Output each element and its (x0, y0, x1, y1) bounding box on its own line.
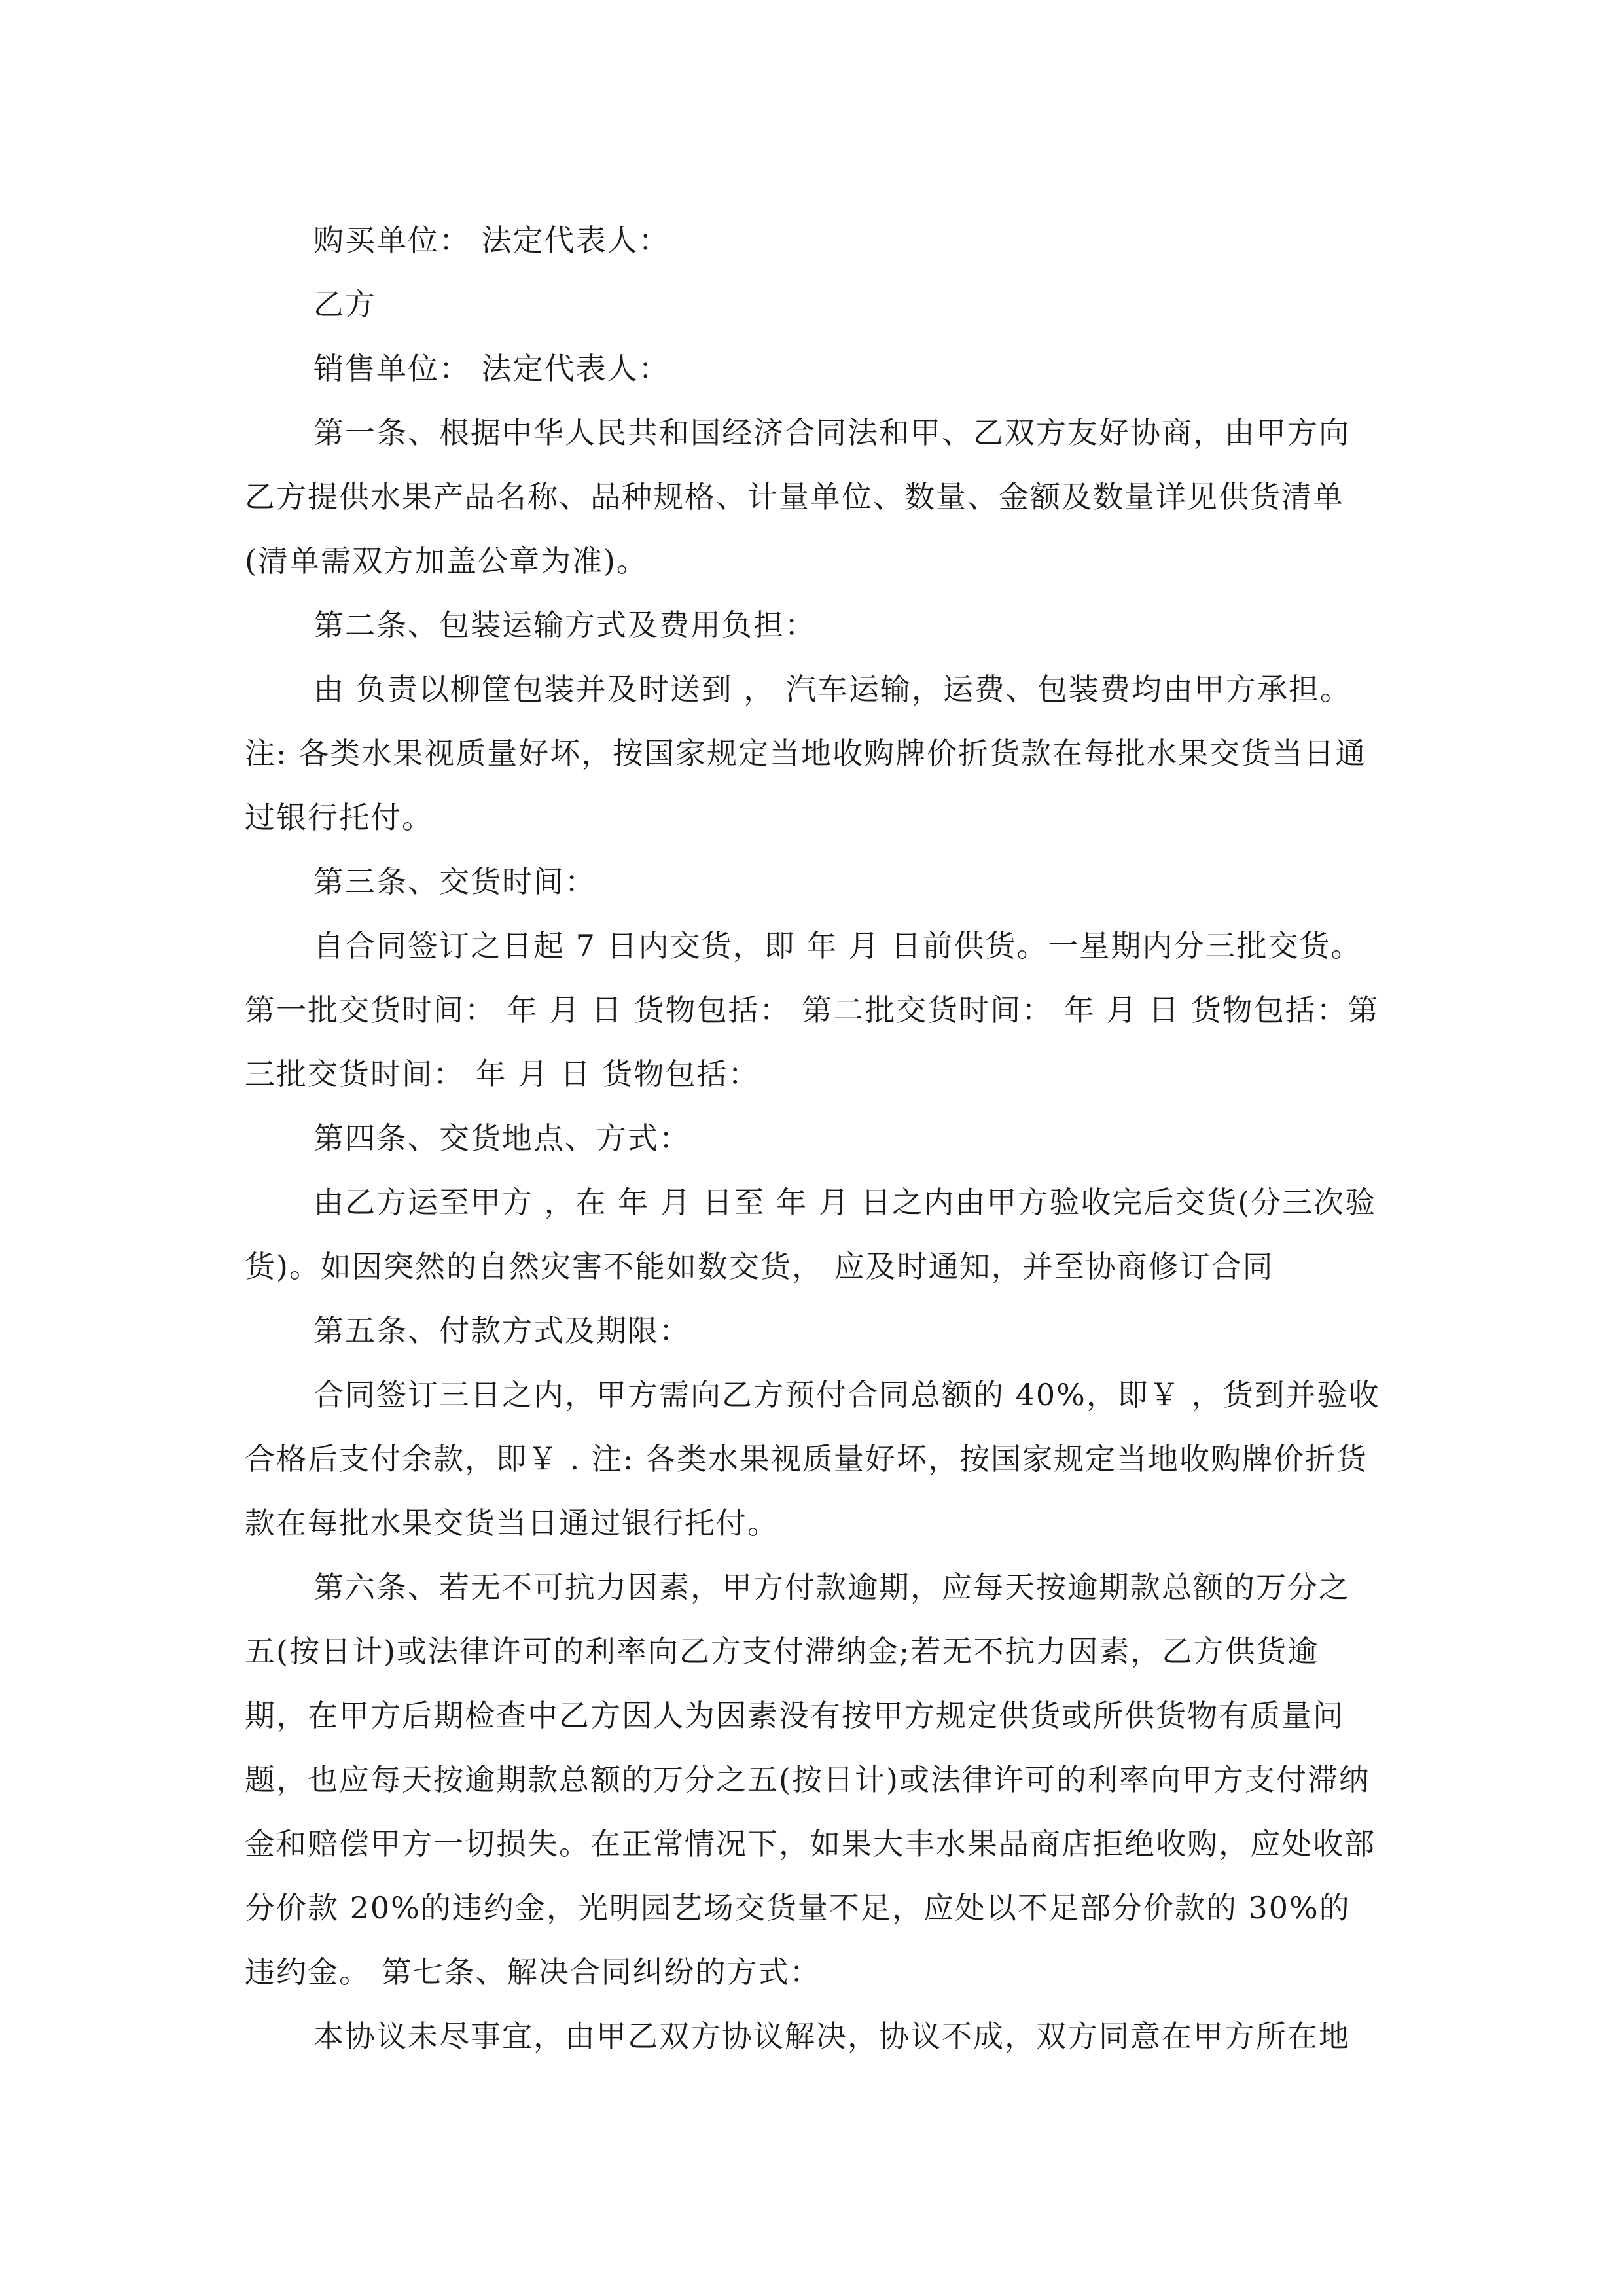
article-7-body: 本协议未尽事宜，由甲乙双方协议解决，协议不成，双方同意在甲方所在地 (313, 2018, 1350, 2054)
article-5-body: 合同签订三日之内，甲方需向乙方预付合同总额的 40%，即￥ ，货到并验收合格后支付余款，即￥ . 注: 各类水果视质量好坏，按国家规定当地收购牌价折货款在每批水果交货当日通过银行托付。 (245, 1377, 1380, 1541)
article-4-heading: 第四条、交货地点、方式： (313, 1121, 690, 1156)
article-4-body: 由乙方运至甲方 ，在 年 月 日至 年 月 日之内由甲方验收完后交货(分三次验货)。如因突然的自然灾害不能如数交货， 应及时通知，并至协商修订合同 (245, 1185, 1377, 1284)
buyer-line: 购买单位： 法定代表人： (313, 223, 670, 258)
article-6-body: 第六条、若无不可抗力因素，甲方付款逾期，应每天按逾期款总额的万分之五(按日计)或法律许可的利率向乙方支付滞纳金;若无不抗力因素，乙方供货逾期，在甲方后期检查中乙方因人为因素没有按甲方规定供货或所供货物有质量问题，也应每天按逾期款总额的万分之五(按日计)或法律许可的利率向甲方支付滞纳金和赔偿甲方一切损失。在正常情况下，如果大丰水果品商店拒绝收购，应处收部分价款 20%的违约金，光明园艺场交货量不足，应处以不足部分价款的 30%的违约金。 第七条、解决合同纠纷的方式： (245, 1570, 1376, 1990)
article-2-body: 由 负责以柳筐包装并及时送到 ， 汽车运输，运费、包装费均由甲方承担。注: 各类水果视质量好坏，按国家规定当地收购牌价折货款在每批水果交货当日通过银行托付。 (245, 672, 1367, 835)
party-b-heading: 乙方 (313, 287, 376, 322)
article-3-body: 自合同签订之日起 7 日内交货，即 年 月 日前供货。一星期内分三批交货。第一批交货时间： 年 月 日 货物包括： 第二批交货时间： 年 月 日 货物包括：第三批交货时间： 年 月 日 货物包括： (245, 928, 1380, 1092)
seller-line: 销售单位： 法定代表人： (313, 351, 670, 386)
article-2-heading: 第二条、包装运输方式及费用负担： (313, 607, 816, 643)
article-5-heading: 第五条、付款方式及期限： (313, 1313, 690, 1348)
article-1: 第一条、根据中华人民共和国经济合同法和甲、乙双方友好协商，由甲方向乙方提供水果产品名称、品种规格、计量单位、数量、金额及数量详见供货清单(清单需双方加盖公章为准)。 (245, 415, 1350, 579)
article-3-heading: 第三条、交货时间： (313, 864, 596, 899)
document-body (245, 208, 1381, 2068)
